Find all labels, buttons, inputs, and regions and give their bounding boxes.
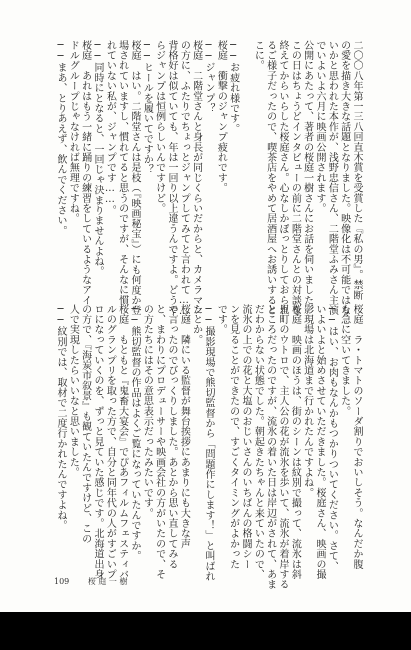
text-column: こに。 [252,40,264,71]
text-column: ところだったのですが、流氷の着いた日は岸辺がされて、あま [264,304,276,590]
text-column: 桜庭 二階堂さんと身長が同じくらいだからと、カメラマン [190,40,202,316]
text-column: ──ジャンプ？ [203,40,214,114]
text-column: 里町のウトロで、主人公の花が流氷を歩いて、流氷が着岸する [277,304,288,590]
text-column: ロになっていくのを、ずっと見ていた感じです。北海道出身 [92,304,103,580]
text-column: 桜庭 あれはもう一緒に踊りの練習をしているようなアイ [79,40,91,306]
text-column: 桜庭 映画のほうは、街のシーンは紋別で撮って、流氷は斜 [289,304,301,580]
text-column: らジャンプは恒例らしいんですけど。 [153,40,165,214]
text-column: ──はい、お肉もなんかもつかりついてください。さて、 [326,304,338,572]
text-column: と、まわりにプロデューサーや映画会社の方がいたので、そ [153,304,165,580]
text-column: 終えてからいらした桜庭さん。心なしかぽっとりしておられ [277,40,288,316]
text-column: 場されていますし、慣れてると思うのですが、そんなに慣 [116,40,128,306]
text-column: いかと思われた本作が、浅野忠信さん、二階堂ふみさん主演 [326,40,338,316]
text-column: ドルグループじゃなければ無理ですね。 [67,40,79,224]
text-column: で言ったのでびっくりしました。あとから思い直してみる [166,304,177,570]
text-column: れていない私が、ジャンプです……。 [104,40,116,216]
text-column: ──ヒールを履いてですか？ [141,40,153,175]
text-column: いよいよと始めさせていただきました。桜庭さん、映画の撮 [314,304,325,580]
text-column: ──まあ、とりあえず、飲んでください。 [55,40,66,236]
text-column: ──お疲れ様です。 [227,40,239,134]
text-column: です。 [215,304,227,335]
text-column: 流氷の上での花と大塩のおじいさんのいちばんの格闘シー [240,304,251,570]
text-column: の愛を描き大きな話題となりました。映像化は不可能ではな [338,40,350,316]
text-column: 二〇〇八年第一三八回直木賞を受賞した『私の男』。禁断 [351,40,362,301]
text-column: 桜庭 衝撃のジャンプ疲れです。 [215,40,227,193]
text-column: ──撮影現場で熊切監督から「問題作にします！」と叫ばれ [203,304,214,582]
text-column: ンを見ることができたので、すごくタイミングがよかった [227,304,239,570]
text-column: 影現場は北海道まで行かれたんですよね。 [301,304,313,498]
text-column: も急に空いてきました。 [338,304,350,417]
author-name: 桜 庭 一 樹 [87,577,128,586]
text-column: でいよいよ六月に映画公開されます。 [314,40,325,214]
text-column: 桜庭 はい。二階堂さんは是枝（『映画秘宝』）にも何度か登 [129,40,140,316]
page-footer [54,576,143,587]
text-column: だわからない状態でした。朝起きたちゃんと来ていたので、 [252,304,264,580]
text-column: 人で実現したらいいなと思いました。 [67,304,79,478]
text-column: ──熊切監督の作品はよくご覧になっていたんですか。 [129,304,140,561]
text-column: この日はちょうどインタビューの前に二階堂さんとの対談を [289,40,301,316]
text-column: るご様子だったので、喫茶店をやめて居酒屋へお誘いすると [264,40,276,316]
text-column: 桜庭 隣にいる監督が舞台挨拶にあまりにも大きな声 [178,304,190,549]
text-column: 桜庭 ラ・トマトのソーダ割りでおいしそう。なんだか腹 [351,304,362,570]
text-column: ──同時にとなると、一回じゃ決まりませんよね。 [92,40,103,277]
text-column: ルのグランプリを取った方で、自分と同年代の人がすごいプ [104,304,116,580]
text-column [239,40,251,280]
text-column: 公開にあたって、著者の桜庭一樹さんにお話を伺いました。 [301,40,313,316]
text-column: の方に、ふたりでちょっとジャンプしてみてと言われて……。 [178,40,190,328]
text-column: の方で、『海炭市叙景』も観ていたんですけど、この [79,304,91,544]
text-column: 背格好は似ていても、年は一回り以上違うんですよ。どうや [166,40,177,316]
page-number: 109 [54,577,70,586]
text-column: の方たちにはその意思表示だったみたいです。 [141,304,153,519]
text-column: たとか。 [190,304,202,345]
text-column: 桜庭 もともと『鬼畜大宴会』でぴあフィルムフェスティバ [116,304,128,580]
text-column: ──紋別では、取材で二度行かれたんですよね。 [55,304,66,531]
